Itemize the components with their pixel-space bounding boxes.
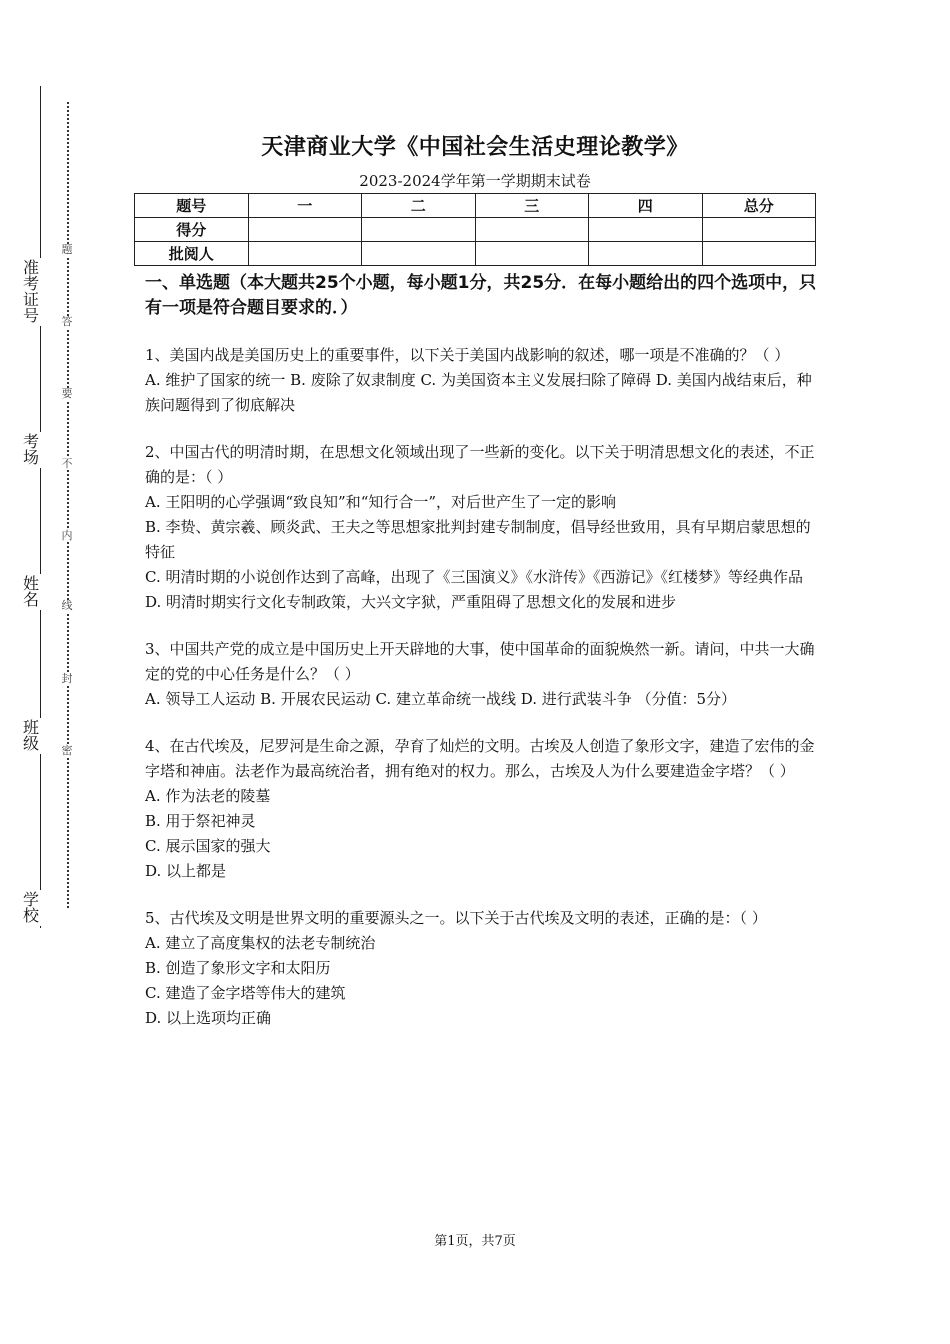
score-cell <box>702 242 816 266</box>
seal-char: 题 <box>61 243 73 256</box>
score-table-header-row <box>135 194 816 218</box>
field-class: 班 级 <box>20 718 42 754</box>
question-option: D. 以上都是 <box>145 862 227 880</box>
question-option: D. 以上选项均正确 <box>145 1009 272 1027</box>
question <box>145 734 821 884</box>
question-option: A. 建立了高度集权的法老专制统治 <box>145 934 376 952</box>
score-table-row <box>135 218 816 242</box>
seal-char: 答 <box>61 315 73 328</box>
seal-char: 密 <box>61 744 73 757</box>
table-header-cell: 三 <box>475 194 589 218</box>
field-exam-number: 准 考 证 号 <box>20 258 42 326</box>
score-cell <box>589 218 703 242</box>
question-option: D. 明清时期实行文化专制政策，大兴文字狱，严重阻碍了思想文化的发展和进步 <box>145 593 677 611</box>
section-heading: 一、单选题（本大题共25个小题，每小题1分，共25分．在每小题给出的四个选项中，只有一项是符合题目要求的．） <box>145 273 817 318</box>
table-header-cell: 二 <box>362 194 476 218</box>
table-row-label: 批阅人 <box>135 242 249 266</box>
score-cell <box>248 242 362 266</box>
seal-char: 封 <box>61 672 73 685</box>
score-cell <box>362 218 476 242</box>
question-option: A. 领导工人运动 B. 开展农民运动 C. 建立革命统一战线 D. 进行武装斗争 （分值：5分） <box>145 690 737 708</box>
table-header-cell: 题号 <box>135 194 249 218</box>
table-row-label: 得分 <box>135 218 249 242</box>
question <box>145 637 821 712</box>
question-option: A. 作为法老的陵墓 <box>145 787 271 805</box>
question-stem: 4、在古代埃及，尼罗河是生命之源，孕育了灿烂的文明。古埃及人创造了象形文字，建造了宏伟的金字塔和神庙。法老作为最高统治者，拥有绝对的权力。那么，古埃及人为什么要建造金字塔？（ ） <box>145 737 815 780</box>
question-stem: 1、美国内战是美国历史上的重要事件，以下关于美国内战影响的叙述，哪一项是不准确的？（ ） <box>145 346 790 364</box>
question-stem: 5、古代埃及文明是世界文明的重要源头之一。以下关于古代埃及文明的表述，正确的是：（ ） <box>145 909 767 927</box>
seal-char: 要 <box>61 387 73 400</box>
score-cell <box>362 242 476 266</box>
binding-line <box>40 86 41 928</box>
question-option: B. 用于祭祀神灵 <box>145 812 256 830</box>
seal-char: 线 <box>61 599 73 612</box>
question <box>145 906 821 1031</box>
seal-char: 内 <box>61 529 73 542</box>
exam-subtitle: 2023-2024学年第一学期期末试卷 <box>359 172 591 190</box>
table-header-cell: 一 <box>248 194 362 218</box>
seal-dotted-line <box>67 102 69 908</box>
question-option: B. 李贽、黄宗羲、顾炎武、王夫之等思想家批判封建专制制度，倡导经世致用，具有早期启蒙思想的特征 <box>145 518 811 561</box>
question-option: A. 王阳明的心学强调“致良知”和“知行合一”，对后世产生了一定的影响 <box>145 493 617 511</box>
score-cell <box>248 218 362 242</box>
question-option: B. 创造了象形文字和太阳历 <box>145 959 331 977</box>
question-option: C. 建造了金字塔等伟大的建筑 <box>145 984 346 1002</box>
table-header-cell: 总分 <box>702 194 816 218</box>
score-cell <box>475 218 589 242</box>
question-stem: 3、中国共产党的成立是中国历史上开天辟地的大事，使中国革命的面貌焕然一新。请问，中共一大确定的党的中心任务是什么？（ ） <box>145 640 815 683</box>
page-footer: 第1页，共7页 <box>434 1234 516 1249</box>
exam-content <box>145 271 821 1031</box>
score-cell <box>589 242 703 266</box>
question-option: C. 明清时期的小说创作达到了高峰，出现了《三国演义》《水浒传》《西游记》《红楼梦》等经典作品 <box>145 568 803 586</box>
seal-char: 不 <box>61 457 73 470</box>
question <box>145 440 821 615</box>
score-cell <box>475 242 589 266</box>
field-exam-room: 考 场 <box>20 432 42 468</box>
field-name: 姓 名 <box>20 574 42 610</box>
field-school: 学 校 <box>20 890 42 926</box>
table-header-cell: 四 <box>589 194 703 218</box>
question <box>145 343 821 418</box>
score-table <box>134 193 816 266</box>
exam-title: 天津商业大学《中国社会生活史理论教学》 <box>261 135 689 160</box>
question-stem: 2、中国古代的明清时期，在思想文化领域出现了一些新的变化。以下关于明清思想文化的表述，不正确的是：（ ） <box>145 443 815 486</box>
question-option: A. 维护了国家的统一 B. 废除了奴隶制度 C. 为美国资本主义发展扫除了障碍 D. 美国内战结束后，种族问题得到了彻底解决 <box>145 371 812 414</box>
question-option: C. 展示国家的强大 <box>145 837 271 855</box>
score-cell <box>702 218 816 242</box>
score-table-row <box>135 242 816 266</box>
